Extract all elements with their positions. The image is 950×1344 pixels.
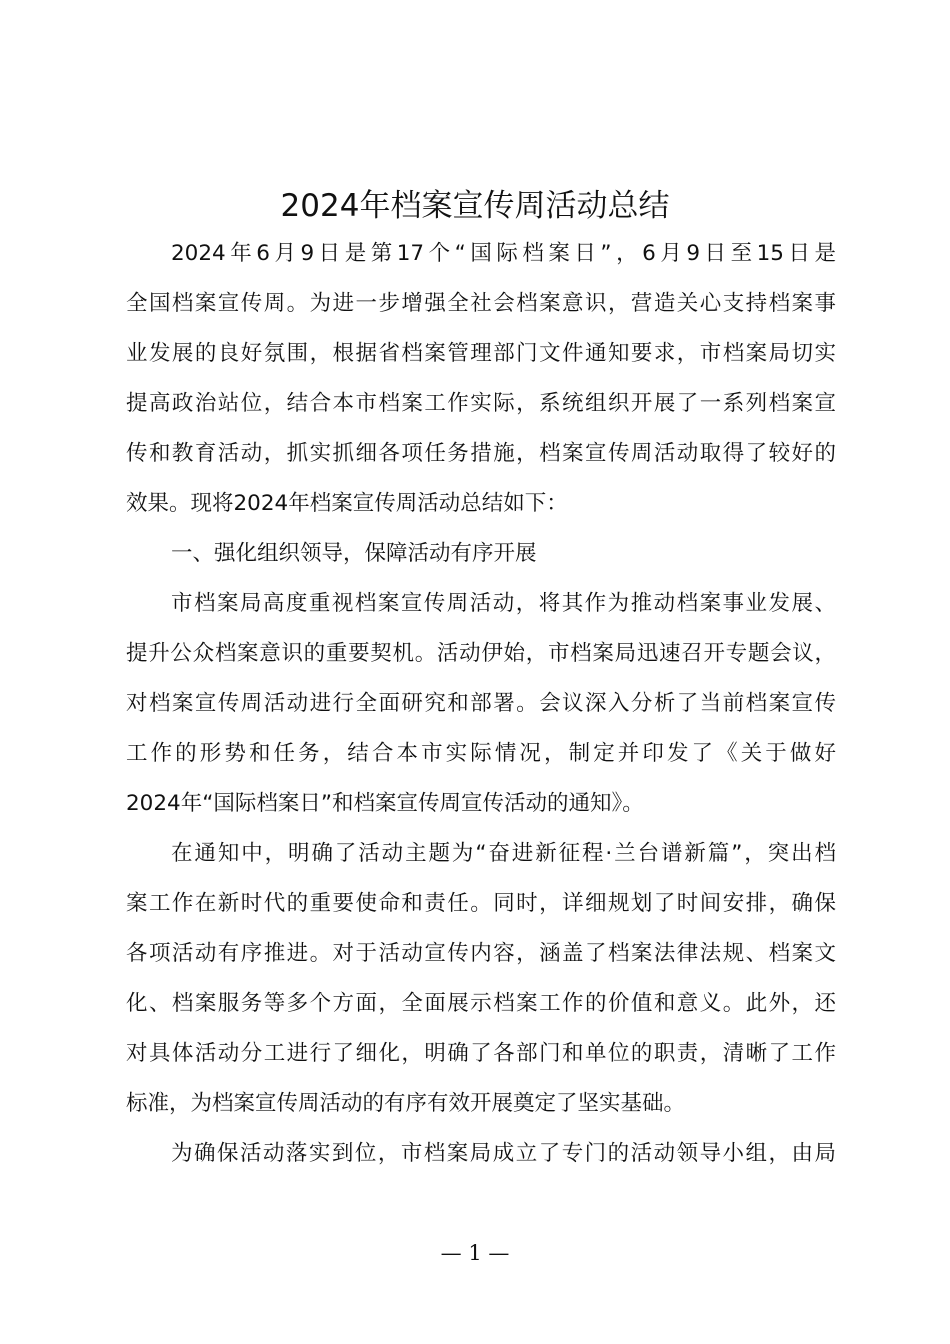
paragraph-line: 效果。现将2024年档案宣传周活动总结如下： [126,491,568,516]
paragraph-line: 提升公众档案意识的重要契机。活动伊始，市档案局迅速召开专题会议， [126,641,836,666]
paragraph-line: 标准，为档案宣传周活动的有序有效开展奠定了坚实基础。 [126,1091,686,1116]
section-heading: 一、强化组织领导，保障活动有序开展 [171,541,537,566]
paragraph-line: 2024年“国际档案日”和档案宣传周宣传活动的通知》。 [126,791,644,816]
paragraph-line: 对档案宣传周活动进行全面研究和部署。会议深入分析了当前档案宣传 [126,691,836,716]
page-number: — 1 — [440,1241,510,1265]
paragraph-line: 案工作在新时代的重要使命和责任。同时，详细规划了时间安排，确保 [126,891,836,916]
paragraph-line: 对具体活动分工进行了细化，明确了各部门和单位的职责，清晰了工作 [126,1041,836,1066]
paragraph-line: 业发展的良好氛围，根据省档案管理部门文件通知要求，市档案局切实 [126,341,836,366]
paragraph-line: 为确保活动落实到位，市档案局成立了专门的活动领导小组，由局 [171,1141,836,1166]
document-title: 2024年档案宣传周活动总结 [280,188,670,224]
paragraph-line: 传和教育活动，抓实抓细各项任务措施，档案宣传周活动取得了较好的 [126,441,836,466]
paragraph-line: 提高政治站位，结合本市档案工作实际，系统组织开展了一系列档案宣 [126,391,836,416]
paragraph-line: 工作的形势和任务，结合本市实际情况，制定并印发了《关于做好 [126,741,836,766]
paragraph-line: 在通知中，明确了活动主题为“奋进新征程·兰台谱新篇”，突出档 [171,841,836,866]
paragraph-line: 各项活动有序推进。对于活动宣传内容，涵盖了档案法律法规、档案文 [126,941,836,966]
paragraph-line: 市档案局高度重视档案宣传周活动，将其作为推动档案事业发展、 [171,591,836,616]
paragraph-line: 2024年6月9日是第17个“国际档案日”，6月9日至15日是 [171,241,836,266]
paragraph-line: 全国档案宣传周。为进一步增强全社会档案意识，营造关心支持档案事 [126,291,836,316]
paragraph-line: 化、档案服务等多个方面，全面展示档案工作的价值和意义。此外，还 [126,991,836,1016]
